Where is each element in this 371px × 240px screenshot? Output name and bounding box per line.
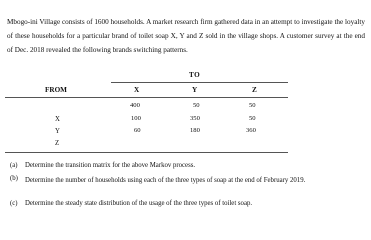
row-label-x: X bbox=[55, 116, 60, 123]
col-header-x: X bbox=[134, 86, 140, 94]
table-rule-bottom bbox=[5, 152, 288, 153]
cell-y-x: 100 bbox=[131, 115, 141, 122]
col-header-z: Z bbox=[252, 86, 257, 94]
question-b-text: Determine the number of households using each of the three types of soap at the end of February 2019. bbox=[25, 177, 306, 184]
from-header: FROM bbox=[45, 86, 67, 94]
row-label-y: Y bbox=[55, 128, 60, 135]
to-header: TO bbox=[189, 71, 201, 79]
cell-x-y: 50 bbox=[193, 102, 200, 109]
cell-z-y: 180 bbox=[190, 127, 200, 134]
question-a-label: (a) bbox=[10, 162, 18, 169]
table-rule-top bbox=[111, 82, 288, 83]
intro-paragraph: Mbogo-ini Village consists of 1600 households. A market research firm gathered data in an attempt to investigate the loyalty of these households for a particular brand of toilet soap X, Y and Z sold in the village shops. A customer survey at the end of Dec. 2018 revealed the following brands switching patterns. bbox=[7, 18, 365, 54]
question-c-text: Determine the steady state distribution of the usage of the three types of toilet soap. bbox=[25, 200, 253, 207]
cell-x-x: 400 bbox=[130, 102, 140, 109]
table-rule-header bbox=[5, 97, 288, 98]
question-b-label: (b) bbox=[10, 175, 18, 182]
row-label-z: Z bbox=[55, 140, 60, 147]
cell-z-x: 60 bbox=[134, 127, 141, 134]
question-c-label: (c) bbox=[10, 200, 18, 207]
cell-x-z: 50 bbox=[249, 102, 256, 109]
question-a-text: Determine the transition matrix for the above Markov process. bbox=[25, 162, 196, 169]
cell-y-z: 50 bbox=[249, 115, 256, 122]
cell-y-y: 350 bbox=[190, 115, 200, 122]
col-header-y: Y bbox=[192, 86, 198, 94]
cell-z-z: 360 bbox=[246, 127, 256, 134]
